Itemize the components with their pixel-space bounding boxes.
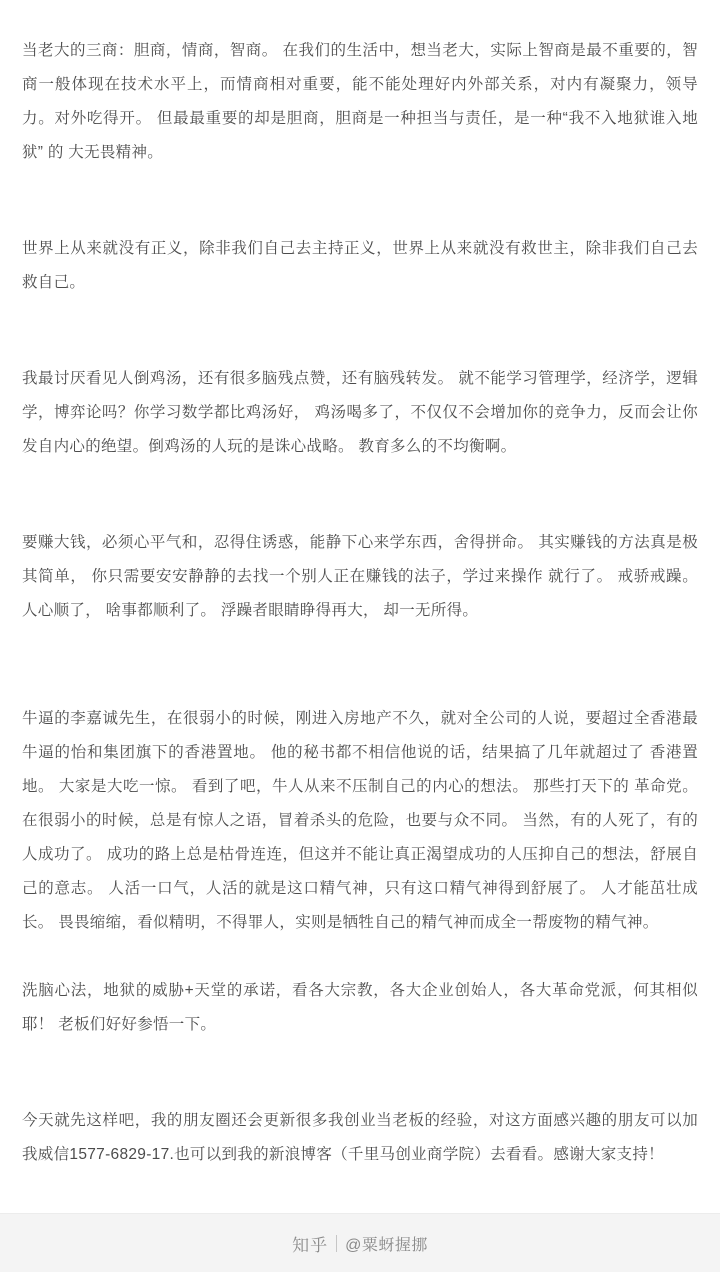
paragraph-1: 当老大的三商：胆商，情商，智商。 在我们的生活中，想当老大，实际上智商是最不重要的，智商一般体现在技术水平上，而情商相对重要，能不能处理好内外部关系，对内有凝聚力，领导力。对外吃得开。 但最最重要的却是胆商，胆商是一种担当与责任，是一种“我不入地狱谁入地狱” 的 大无畏精神。 <box>22 42 698 161</box>
paragraph-2: 世界上从来就没有正义，除非我们自己去主持正义，世界上从来就没有救世主，除非我们自己去救自己。 <box>22 240 698 291</box>
paragraph-4: 要赚大钱，必须心平气和，忍得住诱惑，能静下心来学东西，舍得拼命。 其实赚钱的方法真是极其简单， 你只需要安安静静的去找一个别人正在赚钱的法子，学过来操作 就行了。 戒骄戒躁。 人心顺了， 啥事都顺利了。 浮躁者眼睛睁得再大， 却一无所得。 <box>22 534 698 619</box>
watermark-content <box>292 1231 428 1256</box>
paragraph-7: 今天就先这样吧，我的朋友圈还会更新很多我创业当老板的经验，对这方面感兴趣的朋友可以加我威信1577-6829-17.也可以到我的新浪博客（千里马创业商学院）去看看。感谢大家支持！ <box>22 1112 698 1163</box>
author-handle: @粟蚜握挪 <box>345 1236 428 1254</box>
divider <box>336 1235 337 1252</box>
zhihu-logo: 知乎 <box>292 1235 329 1255</box>
paragraph-6: 洗脑心法，地狱的威胁+天堂的承诺，看各大宗教，各大企业创始人，各大革命党派，何其相似耶！ 老板们好好参悟一下。 <box>22 982 698 1033</box>
watermark-footer <box>0 1213 720 1272</box>
paragraph-5: 牛逼的李嘉诚先生，在很弱小的时候，刚进入房地产不久，就对全公司的人说，要超过全香港最牛逼的怡和集团旗下的香港置地。 他的秘书都不相信他说的话，结果搞了几年就超过了 香港置地。 大家是大吃一惊。 看到了吧，牛人从来不压制自己的内心的想法。 那些打天下的 革命党。 在很弱小的时候，总是有惊人之语，冒着杀头的危险，也要与众不同。 当然，有的人死了，有的人成功了。 成功的路上总是枯骨连连，但这并不能让真正渴望成功的人压抑自己的想法，舒展自己的意志。 人活一口气，人活的就是这口精气神，只有这口精气神得到舒展了。 人才能茁壮成长。 畏畏缩缩，看似精明，不得罪人，实则是牺牲自己的精气神而成全一帮废物的精气神。 <box>22 710 698 931</box>
paragraph-3: 我最讨厌看见人倒鸡汤，还有很多脑残点赞，还有脑残转发。 就不能学习管理学，经济学，逻辑学，博弈论吗？你学习数学都比鸡汤好， 鸡汤喝多了，不仅仅不会增加你的竞争力，反而会让你发自内心的绝望。倒鸡汤的人玩的是诛心战略。 教育多么的不均衡啊。 <box>22 370 698 455</box>
